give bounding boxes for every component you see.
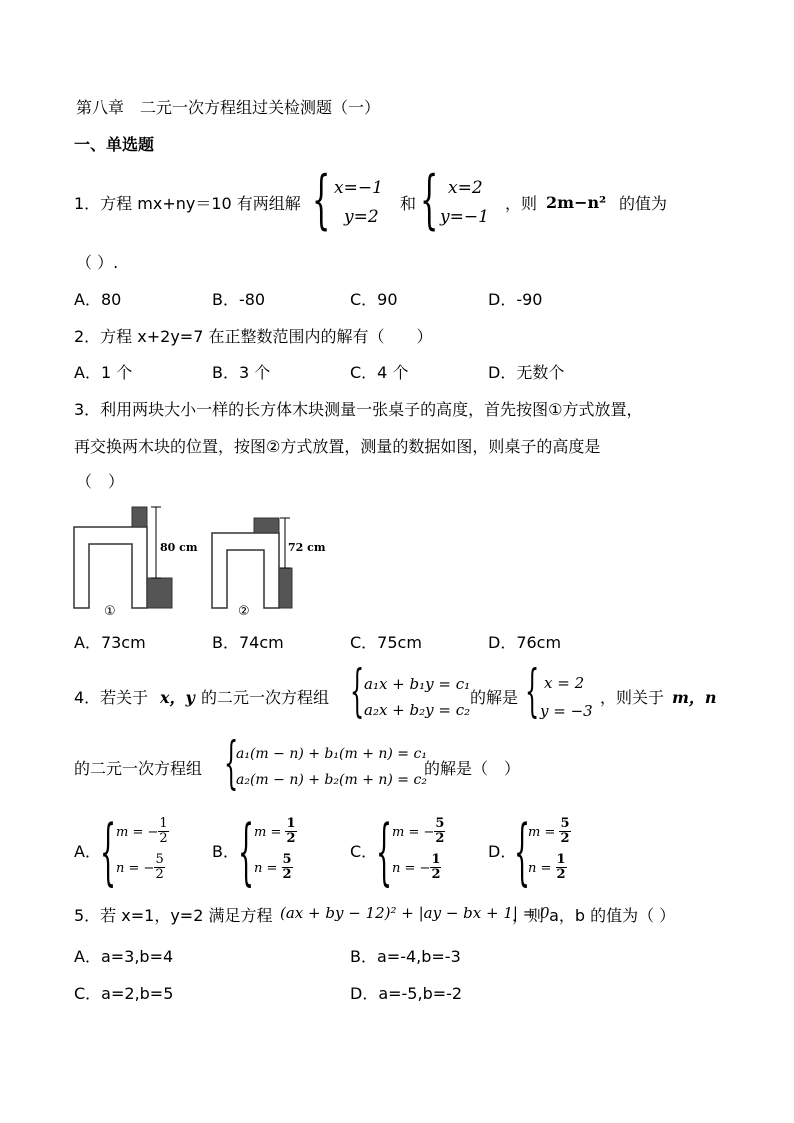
table-1-floor-block [147, 578, 172, 608]
q5-prefix: 5．若 x=1，y=2 满足方程 [74, 906, 273, 925]
q1-sys2-eq2: y=−1 [440, 207, 489, 227]
section-heading: 一、单选题 [74, 135, 155, 154]
q1-option-a[interactable]: A．80 [74, 290, 122, 309]
q2-option-d[interactable]: D．无数个 [488, 363, 565, 382]
fig2-number: ② [238, 604, 250, 619]
table-2-top-block [254, 518, 279, 533]
q4-line2-suffix: 的解是（ ） [424, 759, 521, 778]
q4-sys1-eq1: a₁x + b₁y = c₁ [364, 675, 471, 693]
q1-brace-1: { [312, 163, 331, 237]
q3-option-c[interactable]: C．75cm [350, 633, 422, 652]
q4-brace-2: { [525, 659, 540, 724]
fig1-number: ① [104, 604, 116, 619]
q2-option-c[interactable]: C．4 个 [350, 363, 409, 382]
q4-suffix-1: ，则关于 [600, 688, 665, 707]
q1-prefix: 1．方程 mx+ny＝10 有两组解 [74, 194, 301, 213]
q4-sys2-eq1: a₁(m − n) + b₁(m + n) = c₁ [236, 746, 427, 762]
q3-paren: （ ） [76, 472, 125, 491]
q4-brace-3: { [224, 731, 239, 796]
q5-suffix: ，则 a，b 的值为（ ） [512, 906, 676, 925]
q4-sys2-eq2: a₂(m − n) + b₂(m + n) = c₂ [236, 772, 427, 788]
q4-mid-1: 的二元一次方程组 [201, 688, 330, 707]
q1-option-b[interactable]: B．-80 [212, 290, 266, 309]
q1-sys1-eq2: y=2 [344, 207, 379, 227]
q4-prefix: 4．若关于 [74, 688, 149, 707]
q4-brace-1: { [350, 659, 365, 724]
q1-option-d[interactable]: D．-90 [488, 290, 543, 309]
q3-line-1: 3．利用两块大小一样的长方体木块测量一张桌子的高度，首先按图①方式放置， [74, 400, 643, 419]
q4-vars-mn: m，n [672, 688, 717, 707]
q1-sys2-eq1: x=2 [448, 178, 483, 198]
q4-sol-x: x = 2 [544, 674, 585, 692]
fig1-measure-label: 80 cm [160, 541, 198, 554]
q5-option-c[interactable]: C．a=2,b=5 [74, 984, 174, 1003]
table-2-floor-block [279, 568, 292, 608]
q1-paren: （ ）. [76, 253, 119, 272]
q2-text: 2．方程 x+2y=7 在正整数范围内的解有（ ） [74, 327, 433, 346]
q4-vars-xy: x，y [160, 688, 195, 707]
q5-option-d[interactable]: D．a=-5,b=-2 [350, 984, 463, 1003]
q1-then: ，则 [505, 194, 538, 213]
q1-value-of: 的值为 [619, 194, 668, 213]
q2-option-a[interactable]: A．1 个 [74, 363, 133, 382]
q1-and: 和 [400, 194, 417, 213]
q1-sys1-eq1: x=−1 [334, 178, 383, 198]
q5-option-b[interactable]: B．a=-4,b=-3 [350, 947, 461, 966]
table-2-outline [212, 533, 279, 608]
q5-option-a[interactable]: A．a=3,b=4 [74, 947, 174, 966]
q3-option-a[interactable]: A．73cm [74, 633, 146, 652]
q4-sol-y: y = −3 [540, 702, 593, 720]
q4-mid-2: 的解是 [470, 688, 519, 707]
q3-option-d[interactable]: D．76cm [488, 633, 562, 652]
q2-option-b[interactable]: B．3 个 [212, 363, 271, 382]
q1-brace-2: { [420, 163, 439, 237]
table-1-top-block [132, 507, 147, 527]
q3-table-figure [72, 505, 332, 620]
page-title: 第八章 二元一次方程组过关检测题（一） [76, 98, 381, 117]
q1-option-c[interactable]: C．90 [350, 290, 398, 309]
fig2-measure-label: 72 cm [288, 541, 326, 554]
q4-sys1-eq2: a₂x + b₂y = c₂ [364, 701, 471, 719]
q3-option-b[interactable]: B．74cm [212, 633, 284, 652]
table-1-outline [74, 527, 147, 608]
q4-line2-prefix: 的二元一次方程组 [74, 759, 203, 778]
q5-equation: (ax + by − 12)² + |ay − bx + 1| = 0 [280, 904, 550, 922]
q3-line-2: 再交换两木块的位置，按图②方式放置，测量的数据如图，则桌子的高度是 [74, 437, 601, 456]
q1-expression: 2m−n² [546, 193, 607, 212]
